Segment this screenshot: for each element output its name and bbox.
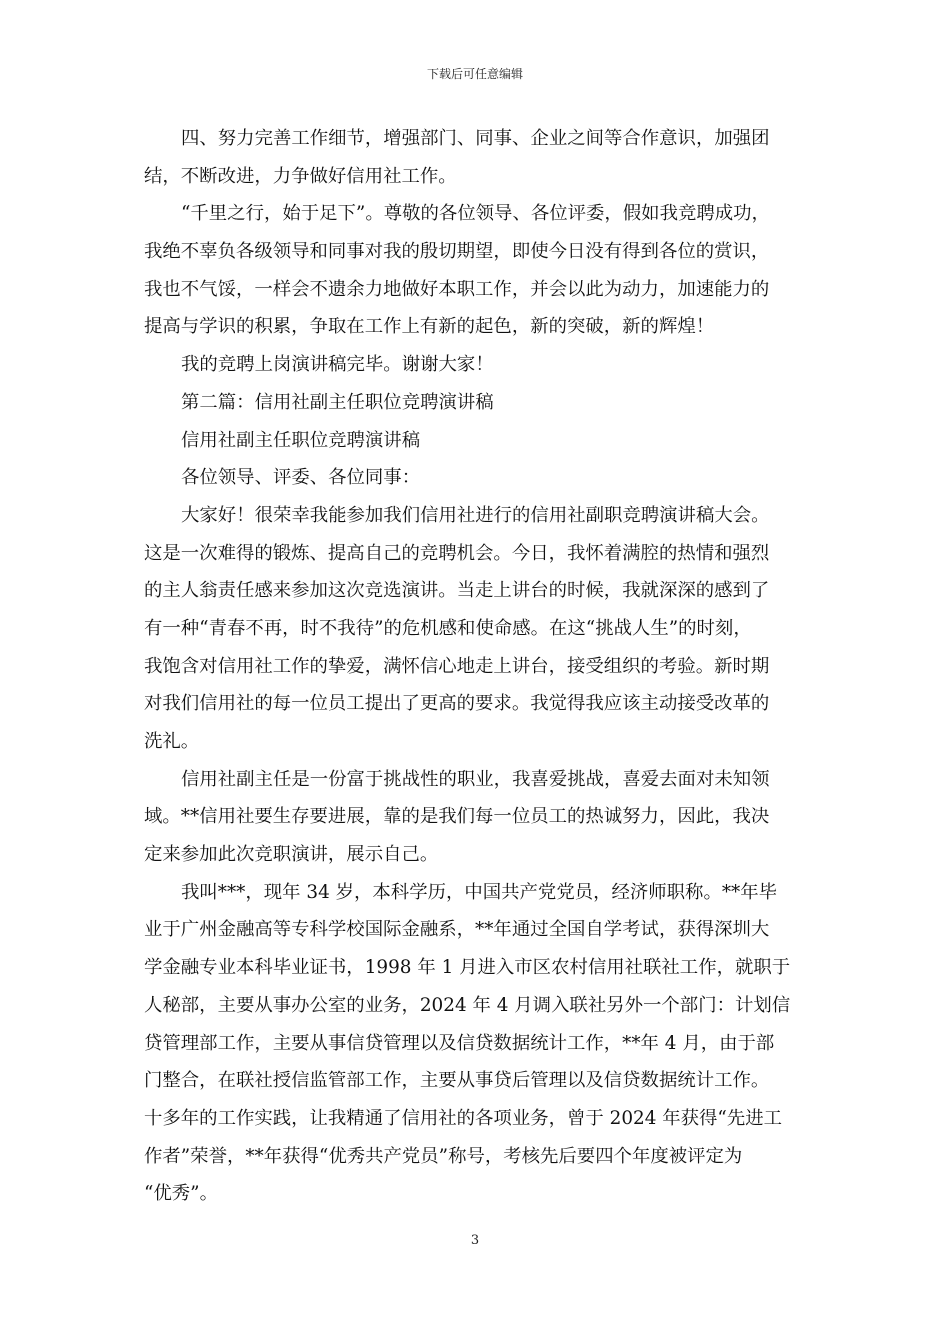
text-line: 我叫***，现年 34 岁，本科学历，中国共产党党员，经济师职称。**年毕 [181,881,778,903]
text-line: 定来参加此次竞职演讲，展示自己。 [144,844,439,866]
text-line: 业于广州金融高等专科学校国际金融系，**年通过全国自学考试，获得深圳大 [144,919,770,941]
text-line: 我饱含对信用社工作的挚爱，满怀信心地走上讲台，接受组织的考验。新时期 [144,655,770,677]
text-line: 四、努力完善工作细节，增强部门、同事、企业之间等合作意识，加强团 [181,128,770,149]
page-header-note: 下载后可任意编辑 [426,67,523,81]
text-line: 各位领导、评委、各位同事： [181,467,421,489]
text-line: 我也不气馁，一样会不遗余力地做好本职工作，并会以此为动力，加速能力的 [144,278,770,300]
text-line: 学金融专业本科毕业证书，1998 年 1 月进入市区农村信用社联社工作，就职于 [144,957,791,979]
text-line: 结，不断改进，力争做好信用社工作。 [144,165,457,187]
page-number: 3 [470,1233,480,1248]
text-line: 贷管理部工作，主要从事信贷管理以及信贷数据统计工作，**年 4 月，由于部 [144,1032,775,1054]
text-line: 我绝不辜负各级领导和同事对我的殷切期望，即使今日没有得到各位的赏识， [144,241,770,263]
text-line: “优秀”。 [144,1183,218,1205]
text-line: 域。**信用社要生存要进展，靠的是我们每一位员工的热诚努力，因此，我决 [144,806,770,828]
text-line: 信用社副主任职位竞聘演讲稿 [181,429,421,451]
text-line: 门整合，在联社授信监管部工作，主要从事贷后管理以及信贷数据统计工作。 [144,1070,770,1092]
text-line: 人秘部，主要从事办公室的业务，2024 年 4 月调入联社另外一个部门：计划信 [144,994,791,1016]
text-line: 提高与学识的积累，争取在工作上有新的起色，新的突破，新的辉煌！ [144,316,715,338]
text-line: 洗礼。 [144,731,200,752]
text-line: 第二篇：信用社副主任职位竞聘演讲稿 [181,391,494,413]
text-line: 十多年的工作实践，让我精通了信用社的各项业务，曾于 2024 年获得“先进工 [144,1107,783,1129]
text-line: 我的竞聘上岗演讲稿完毕。谢谢大家！ [181,354,494,376]
text-line: 的主人翁责任感来参加这次竞选演讲。当走上讲台的时候，我就深深的感到了 [144,580,770,602]
text-line: 大家好！很荣幸我能参加我们信用社进行的信用社副职竞聘演讲稿大会。 [181,504,770,526]
text-line: 作者”荣誉，**年获得“优秀共产党员”称号，考核先后要四个年度被评定为 [144,1145,743,1167]
document-body [144,120,806,1213]
text-line: 有一种“青春不再，时不我待”的危机感和使命感。在这“挑战人生”的时刻， [144,617,752,639]
text-line: 这是一次难得的锻炼、提高自己的竞聘机会。今日，我怀着满腔的热情和强烈 [144,542,770,564]
text-line: 对我们信用社的每一位员工提出了更高的要求。我觉得我应该主动接受改革的 [144,693,770,715]
text-line: 信用社副主任是一份富于挑战性的职业，我喜爱挑战，喜爱去面对未知领 [181,768,770,790]
text-line: “千里之行，始于足下”。尊敬的各位领导、各位评委，假如我竞聘成功， [181,203,770,225]
